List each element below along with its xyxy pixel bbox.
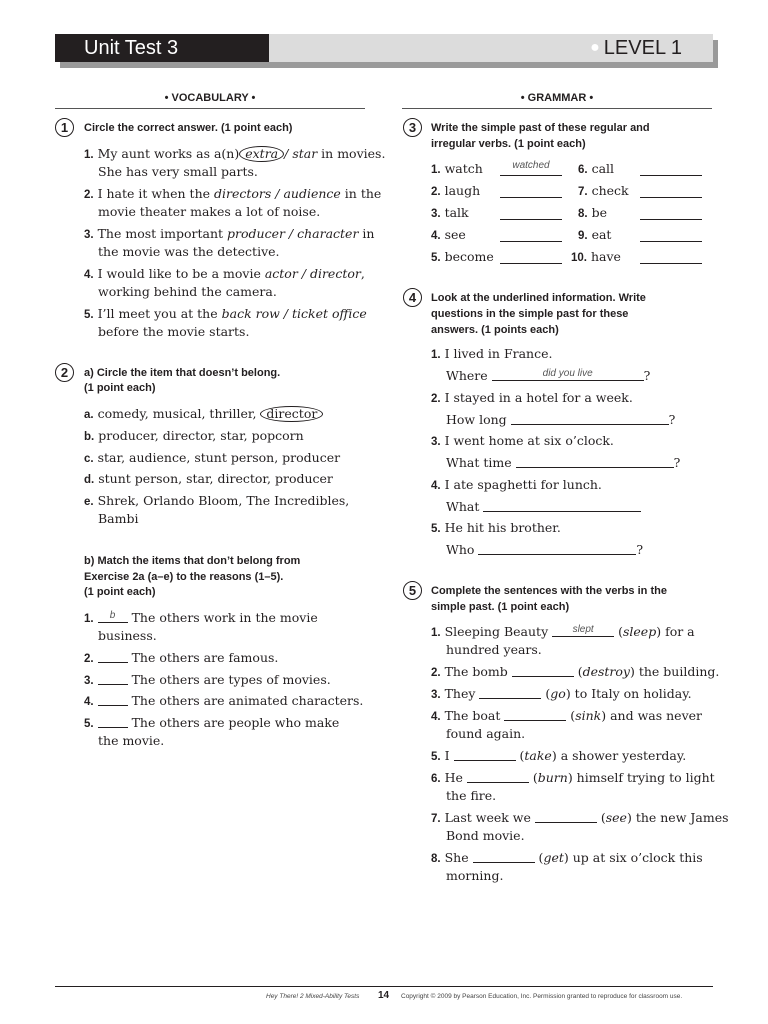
- exercise-5-item: 2. The bomb (destroy) the building.: [431, 664, 720, 679]
- answer-blank[interactable]: [640, 228, 702, 242]
- item-number: 5.: [431, 252, 441, 264]
- item-number: 5.: [84, 718, 94, 730]
- exercise-2b-item: [84, 649, 278, 668]
- item-text: a shower yesterday.: [556, 748, 687, 763]
- option-text: producer / character: [227, 226, 359, 241]
- item-text: I hate it when the: [97, 186, 214, 201]
- item-text: Shrek, Orlando Bloom, The Incredibles,: [97, 493, 350, 508]
- exercise-5-item: 3. They (go) to Italy on holiday.: [431, 686, 692, 701]
- item-text: Last week we: [444, 810, 531, 825]
- item-text: ,: [360, 266, 365, 281]
- item-number: 5.: [84, 309, 94, 321]
- exercise-4-item: [431, 389, 633, 408]
- item-continuation: Bambi: [98, 511, 139, 526]
- item-number: 2.: [84, 653, 94, 665]
- exercise-3-item: [431, 160, 483, 179]
- statement-text: He hit his brother.: [444, 520, 561, 535]
- verb-hint: sink: [575, 708, 602, 723]
- item-number: 8.: [431, 853, 441, 865]
- handwritten-answer: did you live: [542, 368, 593, 379]
- exercise-2b-points: (1 point each): [84, 586, 156, 598]
- exercise-1-item: [84, 265, 365, 284]
- exercise-2b-instruction-2: Exercise 2a (a–e) to the reasons (1–5).: [84, 571, 284, 583]
- question-mark: ?: [668, 412, 676, 427]
- item-text: to Italy on holiday.: [570, 686, 692, 701]
- item-number: 6.: [578, 164, 588, 176]
- item-number: 10.: [571, 252, 587, 264]
- item-text: in: [358, 226, 375, 241]
- item-number: 7.: [578, 186, 588, 198]
- item-continuation: the movie.: [98, 733, 165, 748]
- verb-text: eat: [591, 227, 612, 242]
- option-separator: /: [284, 146, 293, 161]
- item-number: 3.: [84, 229, 94, 241]
- verb-hint: see: [605, 810, 627, 825]
- verb-hint: burn: [537, 770, 568, 785]
- answer-blank[interactable]: [454, 747, 516, 761]
- exercise-2-number: 2: [55, 363, 74, 382]
- exercise-1-number: 1: [55, 118, 74, 137]
- level-text: LEVEL 1: [603, 37, 682, 59]
- verb-hint: take: [524, 748, 552, 763]
- item-number: 7.: [431, 813, 441, 825]
- handwritten-answer: watched: [512, 160, 550, 171]
- circled-answer: director: [260, 406, 323, 422]
- exercise-1-item: [84, 305, 367, 324]
- exercise-3-item: [431, 204, 469, 223]
- footer-rule: [55, 986, 713, 987]
- exercise-5-item: 4. The boat (sink) and was never: [431, 708, 702, 723]
- verb-text: see: [444, 227, 466, 242]
- statement-text: I ate spaghetti for lunch.: [444, 477, 602, 492]
- item-text: for a: [661, 624, 695, 639]
- grammar-rule: [402, 108, 712, 109]
- item-number: 1.: [431, 164, 441, 176]
- exercise-4-question: [446, 541, 643, 559]
- item-number: 4.: [431, 480, 441, 492]
- item-text: She: [444, 850, 469, 865]
- verb-text: call: [591, 161, 615, 176]
- handwritten-answer: slept: [572, 624, 594, 635]
- item-text: star, audience, stunt person, producer: [97, 450, 341, 465]
- exercise-3-item: [431, 248, 494, 267]
- verb-hint: go: [550, 686, 566, 701]
- exercise-1-item: [84, 145, 385, 164]
- exercise-1-item: [84, 225, 374, 244]
- question-word: Who: [446, 542, 475, 557]
- item-letter: b.: [84, 431, 95, 443]
- item-continuation: business.: [98, 628, 157, 643]
- verb-text: check: [591, 183, 629, 198]
- answer-blank[interactable]: [640, 184, 702, 198]
- answer-blank[interactable]: [98, 671, 128, 685]
- item-number: 5.: [431, 751, 441, 763]
- answer-blank[interactable]: [511, 411, 669, 425]
- item-continuation: hundred years.: [446, 642, 542, 657]
- item-text: The others are people who make: [131, 715, 340, 730]
- exercise-5-item: 1. Sleeping Beauty slept (sleep) for a: [431, 623, 695, 642]
- verb-hint: sleep: [622, 624, 657, 639]
- item-text: Sleeping Beauty: [444, 624, 549, 639]
- item-continuation: morning.: [446, 868, 504, 883]
- item-text: The bomb: [444, 664, 508, 679]
- answer-blank[interactable]: [504, 707, 566, 721]
- item-continuation: movie theater makes a lot of noise.: [98, 204, 321, 219]
- item-continuation: the fire.: [446, 788, 497, 803]
- question-mark: ?: [673, 455, 681, 470]
- footer-copyright: Copyright © 2009 by Pearson Education, Inc. Permission granted to reproduce for classroom use.: [401, 993, 683, 1000]
- question-mark: ?: [643, 368, 651, 383]
- exercise-4-question: [446, 367, 650, 385]
- exercise-1-instruction: Circle the correct answer. (1 point each): [84, 122, 293, 134]
- item-letter: e.: [84, 496, 94, 508]
- item-number: 1.: [431, 627, 441, 639]
- item-continuation: She has very small parts.: [98, 164, 258, 179]
- exercise-2a-item: [84, 405, 323, 424]
- exercise-4-question: [446, 498, 641, 516]
- exercise-5-item: 8. She (get) up at six o’clock this: [431, 850, 703, 865]
- answer-blank[interactable]: [467, 769, 529, 783]
- item-number: 3.: [431, 436, 441, 448]
- item-text: The others are types of movies.: [131, 672, 331, 687]
- item-number: 2.: [84, 189, 94, 201]
- statement-text: I stayed in a hotel for a week.: [444, 390, 633, 405]
- item-text: I’ll meet you at the: [97, 306, 222, 321]
- option-text: star: [292, 146, 318, 161]
- item-text: The others are animated characters.: [131, 693, 364, 708]
- item-text: They: [444, 686, 476, 701]
- exercise-5-item: 5. I (take) a shower yesterday.: [431, 748, 687, 763]
- item-text: The most important: [97, 226, 228, 241]
- answer-blank[interactable]: [98, 609, 128, 623]
- answer-blank[interactable]: [512, 663, 574, 677]
- question-word: How long: [446, 412, 507, 427]
- verb-text: laugh: [444, 183, 481, 198]
- question-word: What: [446, 499, 480, 514]
- item-text: The others are famous.: [131, 650, 279, 665]
- level-label: [590, 35, 682, 61]
- item-number: 5.: [431, 523, 441, 535]
- answer-blank[interactable]: [500, 228, 562, 242]
- circled-answer: extra: [239, 146, 284, 162]
- exercise-4-question: [446, 454, 680, 472]
- item-letter: c.: [84, 453, 94, 465]
- exercise-4-item: [431, 476, 602, 495]
- answer-blank[interactable]: [500, 206, 562, 220]
- grammar-heading: • GRAMMAR •: [520, 92, 594, 104]
- verb-text: be: [591, 205, 607, 220]
- exercise-2b-item: [84, 692, 363, 711]
- handwritten-answer: b: [109, 610, 116, 621]
- item-number: 1.: [84, 613, 94, 625]
- page-number: 14: [378, 990, 390, 1001]
- answer-blank[interactable]: [516, 454, 674, 468]
- item-text: The boat: [444, 708, 501, 723]
- item-text: in the: [340, 186, 382, 201]
- exercise-2b-item: [84, 609, 318, 628]
- item-text: in movies.: [317, 146, 386, 161]
- item-text: the building.: [634, 664, 720, 679]
- answer-blank[interactable]: [98, 714, 128, 728]
- exercise-3-item: [431, 226, 466, 245]
- item-continuation: before the movie starts.: [98, 324, 250, 339]
- item-text: producer, director, star, popcorn: [98, 428, 304, 443]
- exercise-5-instruction-2: simple past. (1 point each): [431, 601, 570, 613]
- item-text: stunt person, star, director, producer: [98, 471, 333, 486]
- answer-blank[interactable]: [473, 849, 535, 863]
- exercise-2a-points: (1 point each): [84, 382, 156, 394]
- item-text: I: [444, 748, 450, 763]
- answer-blank[interactable]: [478, 541, 636, 555]
- item-number: 1.: [84, 149, 94, 161]
- exercise-4-item: [431, 345, 552, 364]
- vocabulary-rule: [55, 108, 365, 109]
- item-number: 8.: [578, 208, 588, 220]
- exercise-3-item: [578, 160, 614, 179]
- item-number: 1.: [431, 349, 441, 361]
- item-text: comedy, musical, thriller,: [97, 406, 257, 421]
- answer-blank[interactable]: [98, 649, 128, 663]
- answer-blank[interactable]: [640, 250, 702, 264]
- item-continuation: found again.: [446, 726, 526, 741]
- item-number: 4.: [431, 230, 441, 242]
- exercise-3-instruction-1: Write the simple past of these regular and: [431, 122, 650, 134]
- item-number: 6.: [431, 773, 441, 785]
- item-number: 4.: [84, 269, 94, 281]
- exercise-3-item: [578, 204, 607, 223]
- exercise-3-item: [578, 182, 629, 201]
- exercise-5-instruction-1: Complete the sentences with the verbs in the: [431, 585, 667, 597]
- option-text: actor / director: [264, 266, 361, 281]
- question-word: What time: [446, 455, 512, 470]
- exercise-2b-item: [84, 714, 339, 733]
- exercise-2a-item: [84, 470, 333, 489]
- exercise-4-instruction-2: questions in the simple past for these: [431, 308, 629, 320]
- exercise-3-item: [431, 182, 480, 201]
- footer-source: Hey There! 2 Mixed-Ability Tests: [266, 993, 360, 1000]
- exercise-4-item: [431, 432, 614, 451]
- answer-blank[interactable]: [552, 623, 614, 637]
- verb-hint: destroy: [582, 664, 630, 679]
- item-text: himself trying to light: [572, 770, 715, 785]
- item-number: 3.: [431, 689, 441, 701]
- exercise-4-number: 4: [403, 288, 422, 307]
- exercise-4-item: [431, 519, 561, 538]
- exercise-4-question: [446, 411, 675, 429]
- verb-text: watch: [444, 161, 483, 176]
- vocabulary-heading: • VOCABULARY •: [164, 92, 256, 104]
- exercise-5-item: 7. Last week we (see) the new James: [431, 810, 729, 825]
- item-number: 9.: [578, 230, 588, 242]
- option-text: directors / audience: [214, 186, 341, 201]
- exercise-5-number: 5: [403, 581, 422, 600]
- answer-blank[interactable]: [640, 162, 702, 176]
- question-mark: ?: [636, 542, 644, 557]
- item-text: the new James: [631, 810, 729, 825]
- exercise-2b-instruction-1: b) Match the items that don’t belong from: [84, 555, 301, 567]
- item-letter: d.: [84, 474, 95, 486]
- item-number: 2.: [431, 667, 441, 679]
- exercise-3-number: 3: [403, 118, 422, 137]
- exercise-3-item: [578, 226, 611, 245]
- exercise-3-item: [571, 248, 621, 267]
- verb-text: have: [590, 249, 621, 264]
- answer-blank[interactable]: [492, 367, 644, 381]
- item-number: 3.: [84, 675, 94, 687]
- exercise-4-instruction-1: Look at the underlined information. Write: [431, 292, 646, 304]
- bullet-icon: ●: [590, 39, 600, 56]
- answer-blank[interactable]: [535, 809, 597, 823]
- item-number: 3.: [431, 208, 441, 220]
- exercise-2a-item: [84, 427, 304, 446]
- item-letter: a.: [84, 409, 94, 421]
- exercise-2b-item: [84, 671, 331, 690]
- exercise-1-item: [84, 185, 381, 204]
- item-text: up at six o’clock this: [568, 850, 703, 865]
- item-text: and was never: [606, 708, 702, 723]
- answer-blank[interactable]: [500, 162, 562, 176]
- exercise-2a-item: [84, 449, 340, 468]
- statement-text: I went home at six o’clock.: [444, 433, 614, 448]
- exercise-2a-item: [84, 492, 349, 511]
- exercise-3-instruction-2: irregular verbs. (1 point each): [431, 138, 586, 150]
- item-number: 2.: [431, 393, 441, 405]
- exercise-4-instruction-3: answers. (1 points each): [431, 324, 559, 336]
- verb-text: talk: [444, 205, 469, 220]
- item-number: 2.: [431, 186, 441, 198]
- exercise-2a-instruction: a) Circle the item that doesn’t belong.: [84, 367, 281, 379]
- statement-text: I lived in France.: [444, 346, 553, 361]
- verb-text: become: [444, 249, 494, 264]
- answer-blank[interactable]: [500, 250, 562, 264]
- item-continuation: Bond movie.: [446, 828, 525, 843]
- item-number: 4.: [431, 711, 441, 723]
- item-continuation: working behind the camera.: [98, 284, 277, 299]
- option-text: back row / ticket office: [221, 306, 367, 321]
- answer-blank[interactable]: [640, 206, 702, 220]
- question-word: Where: [446, 368, 488, 383]
- item-text: He: [444, 770, 463, 785]
- exercise-5-item: 6. He (burn) himself trying to light: [431, 770, 715, 785]
- item-text: The others work in the movie: [131, 610, 318, 625]
- verb-hint: get: [543, 850, 564, 865]
- answer-blank[interactable]: [483, 498, 641, 512]
- page-title: Unit Test 3: [84, 37, 179, 59]
- item-text: I would like to be a movie: [97, 266, 265, 281]
- answer-blank[interactable]: [500, 184, 562, 198]
- item-number: 4.: [84, 696, 94, 708]
- item-continuation: the movie was the detective.: [98, 244, 280, 259]
- answer-blank[interactable]: [479, 685, 541, 699]
- answer-blank[interactable]: [98, 692, 128, 706]
- item-text: My aunt works as a(n): [97, 146, 240, 161]
